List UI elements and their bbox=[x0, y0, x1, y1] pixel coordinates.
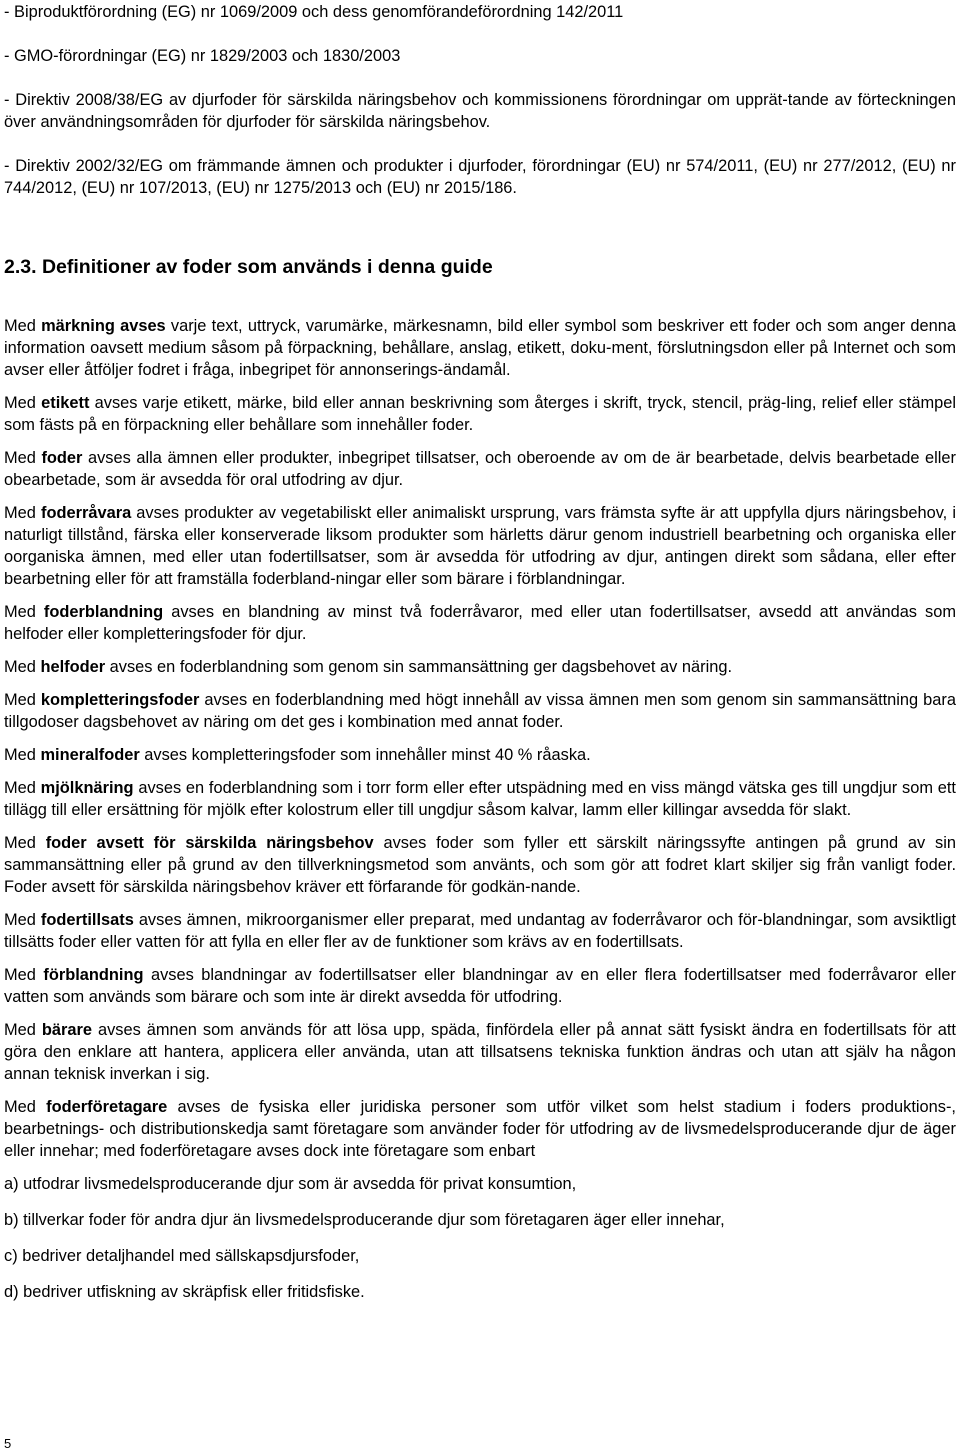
definition-term: fodertillsats bbox=[40, 911, 134, 929]
definition-sarskilda-naringsbehov: Med foder avsett för särskilda näringsbehov avses foder som fyller ett särskilt näringssyfte antingen på grund av sin sammansättning eller på grund av den tillverkningsmetod som använts, och som gör att fodret klart skiljer sig från vanligt foder. Foder avsett för särskilda näringsbehov kräver ett förfarande för godkän-nande. bbox=[4, 834, 956, 896]
definition-foderravara: Med foderråvara avses produkter av vegetabiliskt eller animaliskt ursprung, vars främsta syfte är att uppfylla djurs näringsbehov, i naturligt tillstånd, färska eller konserverade liksom produkter som härletts därur genom industriell bearbetning och organiska eller oorganiska ämnen, med eller utan fodertillsatser, som är avsedda för utfodring av djur, antingen direkt som sådana, eller efter bearbetning eller för att framställa foderbland-ningar eller som bärare i förblandningar. bbox=[4, 504, 956, 588]
definition-foderblandning: Med foderblandning avses en blandning av minst två foderråvaror, med eller utan fodertillsatser, avsedd att användas som helfoder eller kompletteringsfoder för djur. bbox=[4, 603, 956, 643]
definition-fodertillsats: Med fodertillsats avses ämnen, mikroorganismer eller preparat, med undantag av foderråvaror och för-blandningar, som avsiktligt tillsätts foder eller vatten för att fylla en eller fler av de funktioner som krävs av en fodertillsats. bbox=[4, 911, 956, 951]
definition-term: märkning avses bbox=[41, 317, 166, 335]
sub-item-d: d) bedriver utfiskning av skräpfisk eller fritidsfiske. bbox=[4, 1283, 365, 1301]
definition-foderforetagare: Med foderföretagare avses de fysiska eller juridiska personer som utför vilket som helst stadium i foders produktions-, bearbetnings- och distributionskedja samt företagare som använder foder för utfodring av de livsmedelsproducerande djur de äger eller innehar; med foderföretagare avses dock inte företagare som enbart bbox=[4, 1098, 956, 1160]
definition-term: förblandning bbox=[43, 966, 144, 984]
definition-markning: Med märkning avses varje text, uttryck, varumärke, märkesnamn, bild eller symbol som beskriver ett foder och som anger denna information oavsett medium såsom på förpackning, behållare, anslag, etikett, doku-ment, förslutningsdon eller på Internet och som avser eller åtföljer fodret i fråga, inbegripet för annonserings-ändamål. bbox=[4, 317, 957, 379]
definition-term: kompletteringsfoder bbox=[40, 691, 200, 709]
section-heading: 2.3. Definitioner av foder som används i denna guide bbox=[4, 256, 493, 278]
definition-helfoder: Med helfoder avses en foderblandning som genom sin sammansättning ger dagsbehovet av näring. bbox=[4, 658, 732, 676]
definition-barare: Med bärare avses ämnen som används för att lösa upp, späda, finfördela eller på annat sätt fysiskt ändra en fodertillsats för att göra den enklare att hantera, applicera eller använda, utan att tillsatsens tekniska funktion ändras och utan att själv ha någon annan teknisk inverkan i sig. bbox=[4, 1021, 956, 1083]
definition-mineralfoder: Med mineralfoder avses kompletteringsfoder som innehåller minst 40 % råaska. bbox=[4, 746, 591, 764]
definition-term: bärare bbox=[41, 1021, 92, 1039]
definition-term: etikett bbox=[41, 394, 90, 412]
page-number: 5 bbox=[4, 1436, 12, 1451]
definition-forblandning: Med förblandning avses blandningar av fodertillsatser eller blandningar av en eller flera fodertillsatser med foderråvaror eller vatten som används som bärare och som inte är direkt avsedda för utfodring. bbox=[4, 966, 956, 1006]
definition-etikett: Med etikett avses varje etikett, märke, bild eller annan beskrivning som återges i skrift, tryck, stencil, präg-ling, relief eller stämpel som fästs på en förpackning eller behållare som innehåller foder. bbox=[4, 394, 956, 434]
definition-term: mineralfoder bbox=[40, 746, 140, 764]
definition-term: foderföretagare bbox=[46, 1098, 168, 1116]
regulation-item-4: - Direktiv 2002/32/EG om främmande ämnen och produkter i djurfoder, förordningar (EU) nr 574/2011, (EU) nr 277/2012, (EU) nr 744/2012, (EU) nr 107/2013, (EU) nr 1275/2013 och (EU) nr 2015/186. bbox=[4, 157, 956, 197]
definition-term: helfoder bbox=[40, 658, 106, 676]
definition-foder: Med foder avses alla ämnen eller produkter, inbegripet tillsatser, och oberoende av om de är bearbetade, delvis bearbetade eller obearbetade, som är avsedda för oral utfodring av djur. bbox=[4, 449, 956, 489]
sub-item-c: c) bedriver detaljhandel med sällskapsdjursfoder, bbox=[4, 1247, 360, 1265]
regulation-item-3: - Direktiv 2008/38/EG av djurfoder för särskilda näringsbehov och kommissionens förordningar om upprät-tande av förteckningen över användningsområden för djurfoder för särskilda näringsbehov. bbox=[4, 91, 956, 131]
definition-term: mjölknäring bbox=[40, 779, 134, 797]
regulation-item-1: - Biproduktförordning (EG) nr 1069/2009 och dess genomförandeförordning 142/2011 bbox=[4, 3, 624, 21]
definition-kompletteringsfoder: Med kompletteringsfoder avses en foderblandning med högt innehåll av vissa ämnen men som genom sin sammansättning bara tillgodoser dagsbehovet av näring om det ges i kombination med annat foder. bbox=[4, 691, 956, 731]
definition-term: foderråvara bbox=[41, 504, 132, 522]
regulation-item-2: - GMO-förordningar (EG) nr 1829/2003 och 1830/2003 bbox=[4, 47, 401, 65]
definition-mjolknaring: Med mjölknäring avses en foderblandning som i torr form eller efter utspädning med en viss mängd vätska ges till ungdjur som ett tillägg till eller ersättning för mjölk efter kolostrum eller till ungdjur såsom kalvar, lamm eller killingar avsedda för slakt. bbox=[4, 779, 956, 819]
definitions-list bbox=[4, 315, 956, 1314]
definition-term: foder bbox=[41, 449, 83, 467]
definition-term: foderblandning bbox=[43, 603, 164, 621]
definition-term: foder avsett för särskilda näringsbehov bbox=[45, 834, 374, 852]
sub-item-b: b) tillverkar foder för andra djur än livsmedelsproducerande djur som företagaren äger eller innehar, bbox=[4, 1211, 725, 1229]
sub-item-a: a) utfodrar livsmedelsproducerande djur som är avsedda för privat konsumtion, bbox=[4, 1175, 577, 1193]
